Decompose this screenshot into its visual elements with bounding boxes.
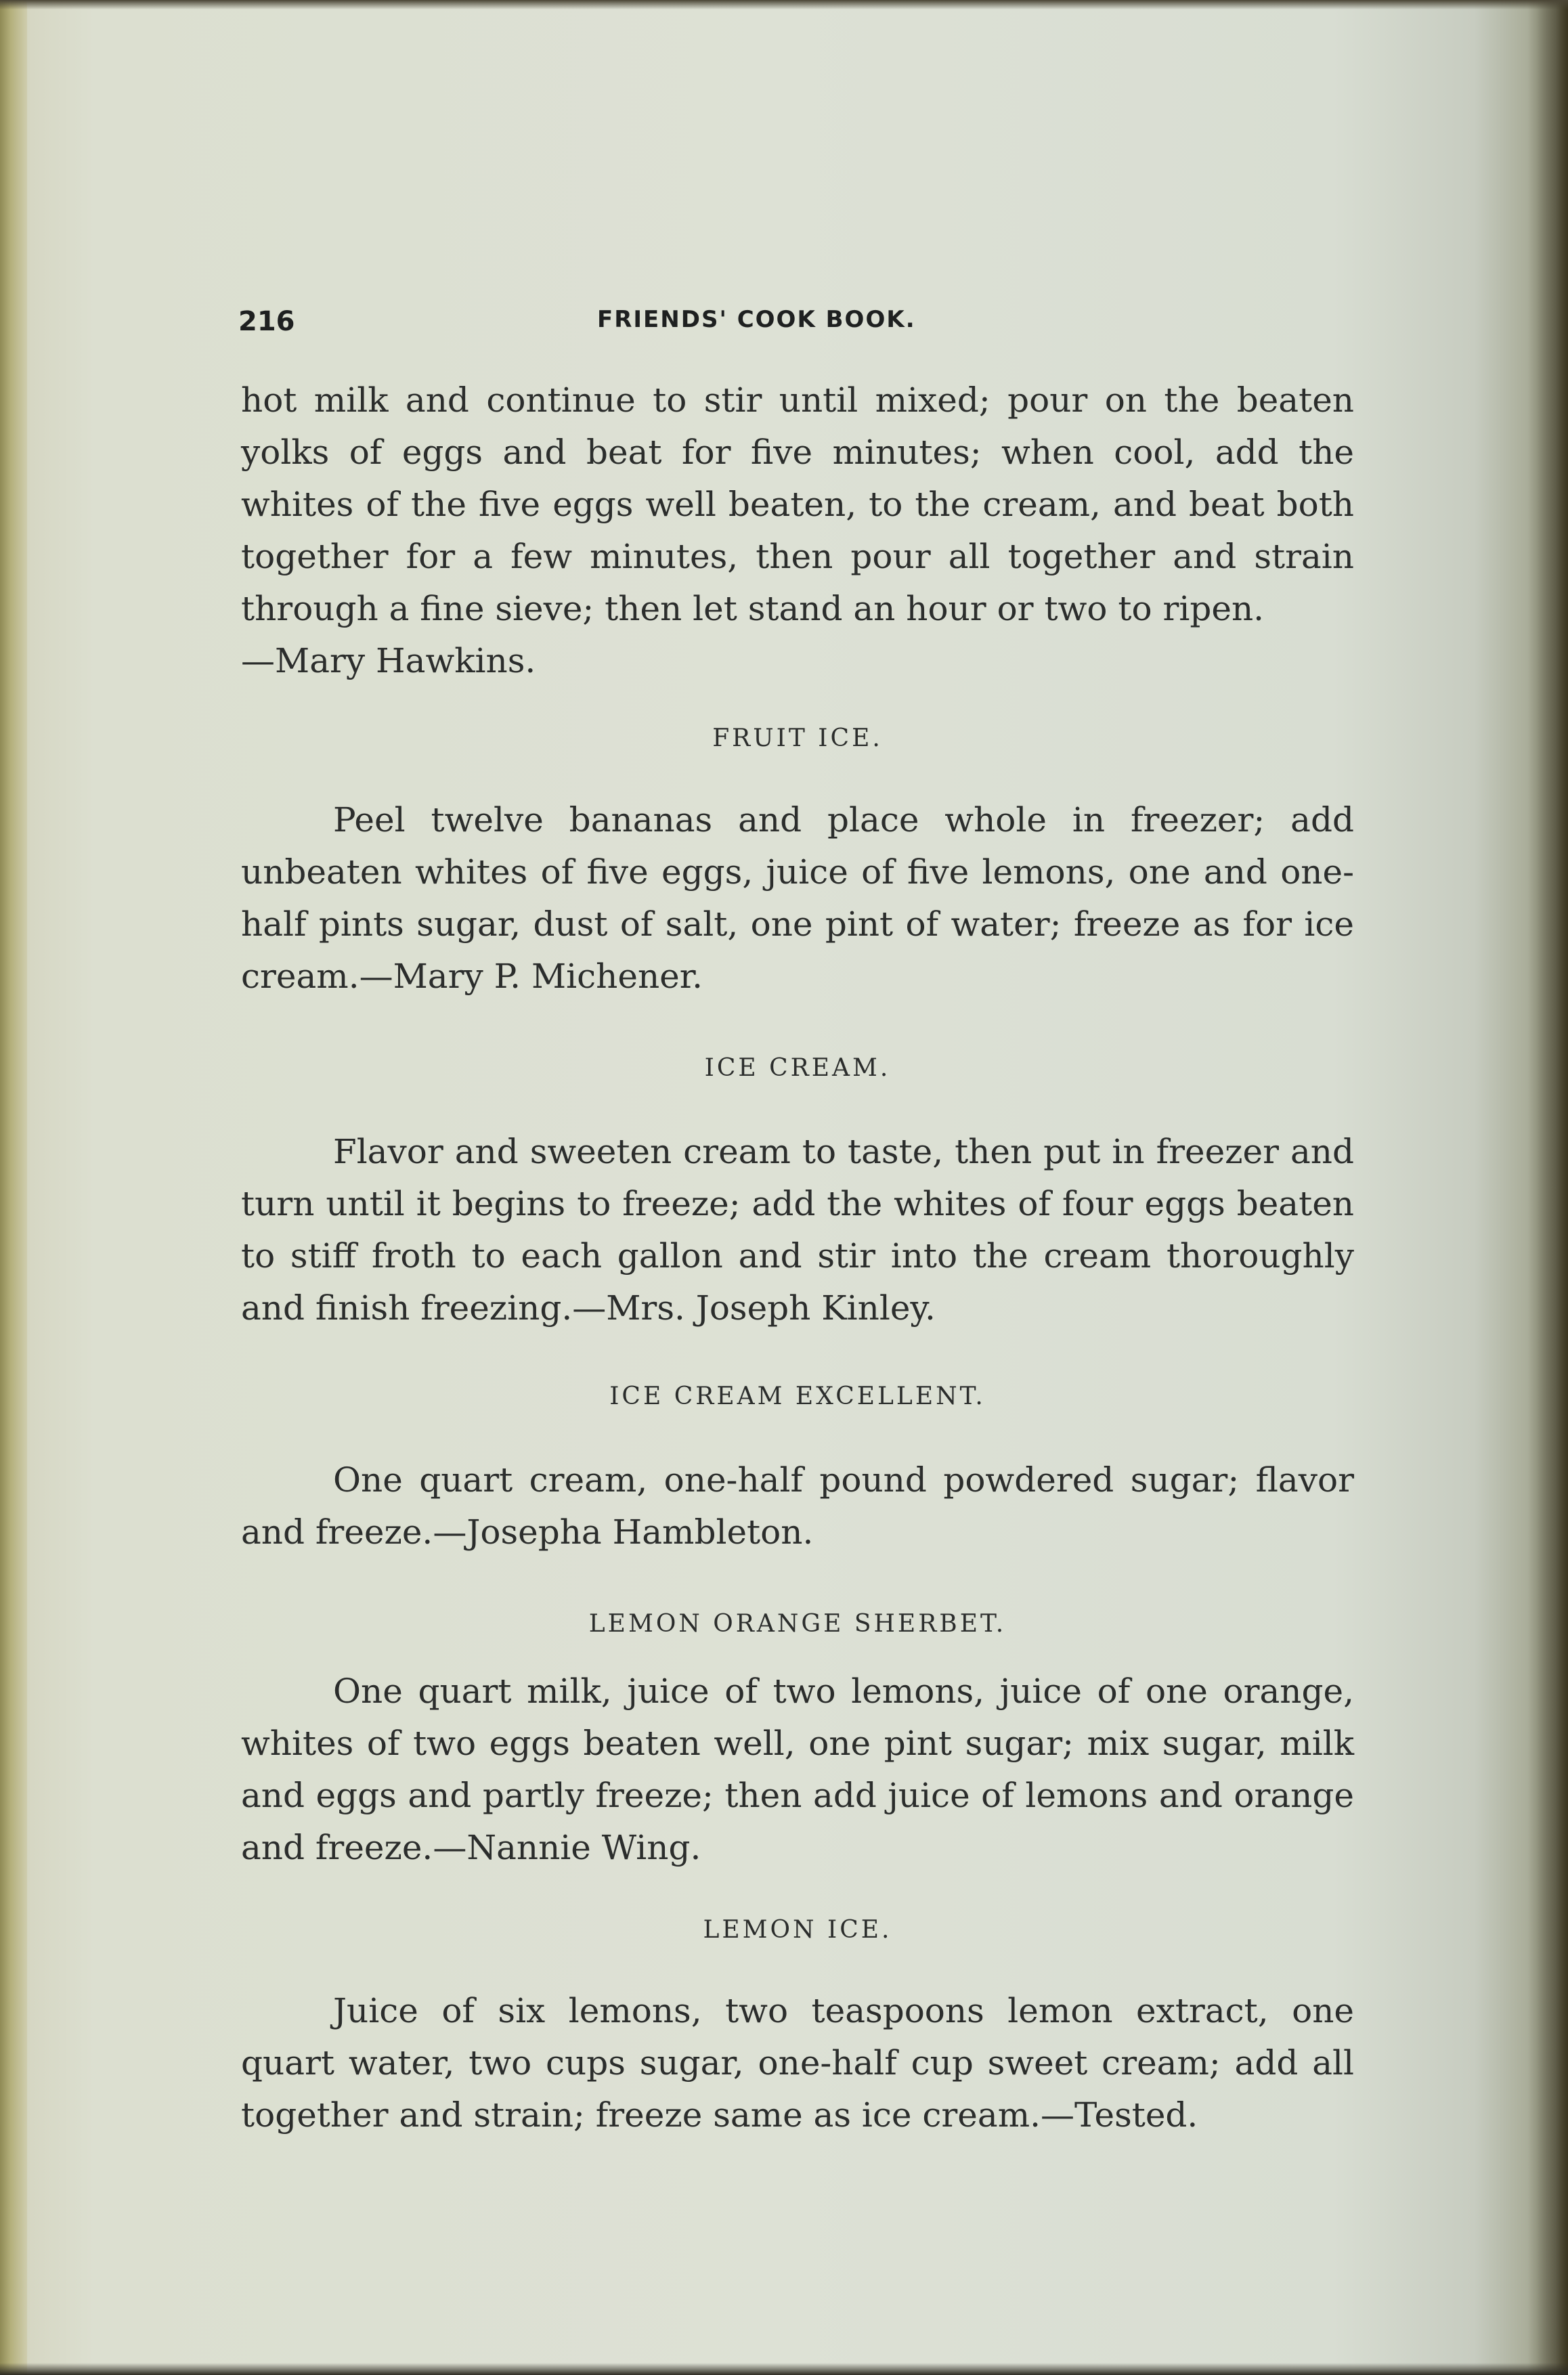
continued-author: —Mary Hawkins. bbox=[241, 641, 536, 680]
recipe-title-lemon-ice: LEMON ICE. bbox=[703, 1916, 892, 1944]
page-bottom-edge bbox=[0, 2363, 1568, 2375]
recipe-title-fruit-ice: FRUIT ICE. bbox=[712, 724, 883, 752]
recipe-text-ice-cream: Flavor and sweeten cream to taste, then put in freezer and turn until it begins to freeze; add the whites of four eggs beaten to stiff froth to each gallon and stir into the cream thoroughly and finish freezing.—Mrs. Joseph Kinley. bbox=[241, 1132, 1354, 1328]
recipe-title-lemon-orange-sherbet: LEMON ORANGE SHERBET. bbox=[588, 1610, 1007, 1638]
recipe-title-ice-cream-excellent: ICE CREAM EXCELLENT. bbox=[609, 1382, 986, 1410]
running-title: FRIENDS' COOK BOOK. bbox=[597, 306, 916, 333]
page-number: 216 bbox=[238, 306, 295, 337]
running-header bbox=[238, 306, 1349, 347]
recipe-text-lemon-orange-sherbet: One quart milk, juice of two lemons, juice of one orange, whites of two eggs beaten well, one pint sugar; mix sugar, milk and eggs and partly freeze; then add juice of lemons and orange and freeze.—Nannie Wing. bbox=[241, 1672, 1354, 1867]
continued-text: hot milk and continue to stir until mixed; pour on the beaten yolks of eggs and beat for five minutes; when cool, add the whites of the five eggs well beaten, to the cream, and beat both together for a few minutes, then pour all together and strain through a fine sieve; then let stand an hour or two to ripen. bbox=[241, 380, 1354, 628]
page-right-edge bbox=[1527, 0, 1568, 2375]
page-top-edge bbox=[0, 0, 1568, 9]
recipe-title-ice-cream: ICE CREAM. bbox=[704, 1054, 891, 1082]
recipe-text-lemon-ice: Juice of six lemons, two teaspoons lemon extract, one quart water, two cups sugar, one-half cup sweet cream; add all together and strain; freeze same as ice cream.—Tested. bbox=[241, 1991, 1354, 2135]
continued-paragraph bbox=[241, 374, 1354, 687]
recipe-text-fruit-ice: Peel twelve bananas and place whole in freezer; add unbeaten whites of five eggs, juice of five lemons, one and one-half pints sugar, dust of salt, one pint of water; freeze as for ice cream.—Mary P. Michener. bbox=[241, 800, 1354, 996]
page-spine-edge bbox=[0, 0, 27, 2375]
recipe-text-ice-cream-excellent: One quart cream, one-half pound powdered sugar; flavor and freeze.—Josepha Hambleton. bbox=[241, 1460, 1354, 1552]
